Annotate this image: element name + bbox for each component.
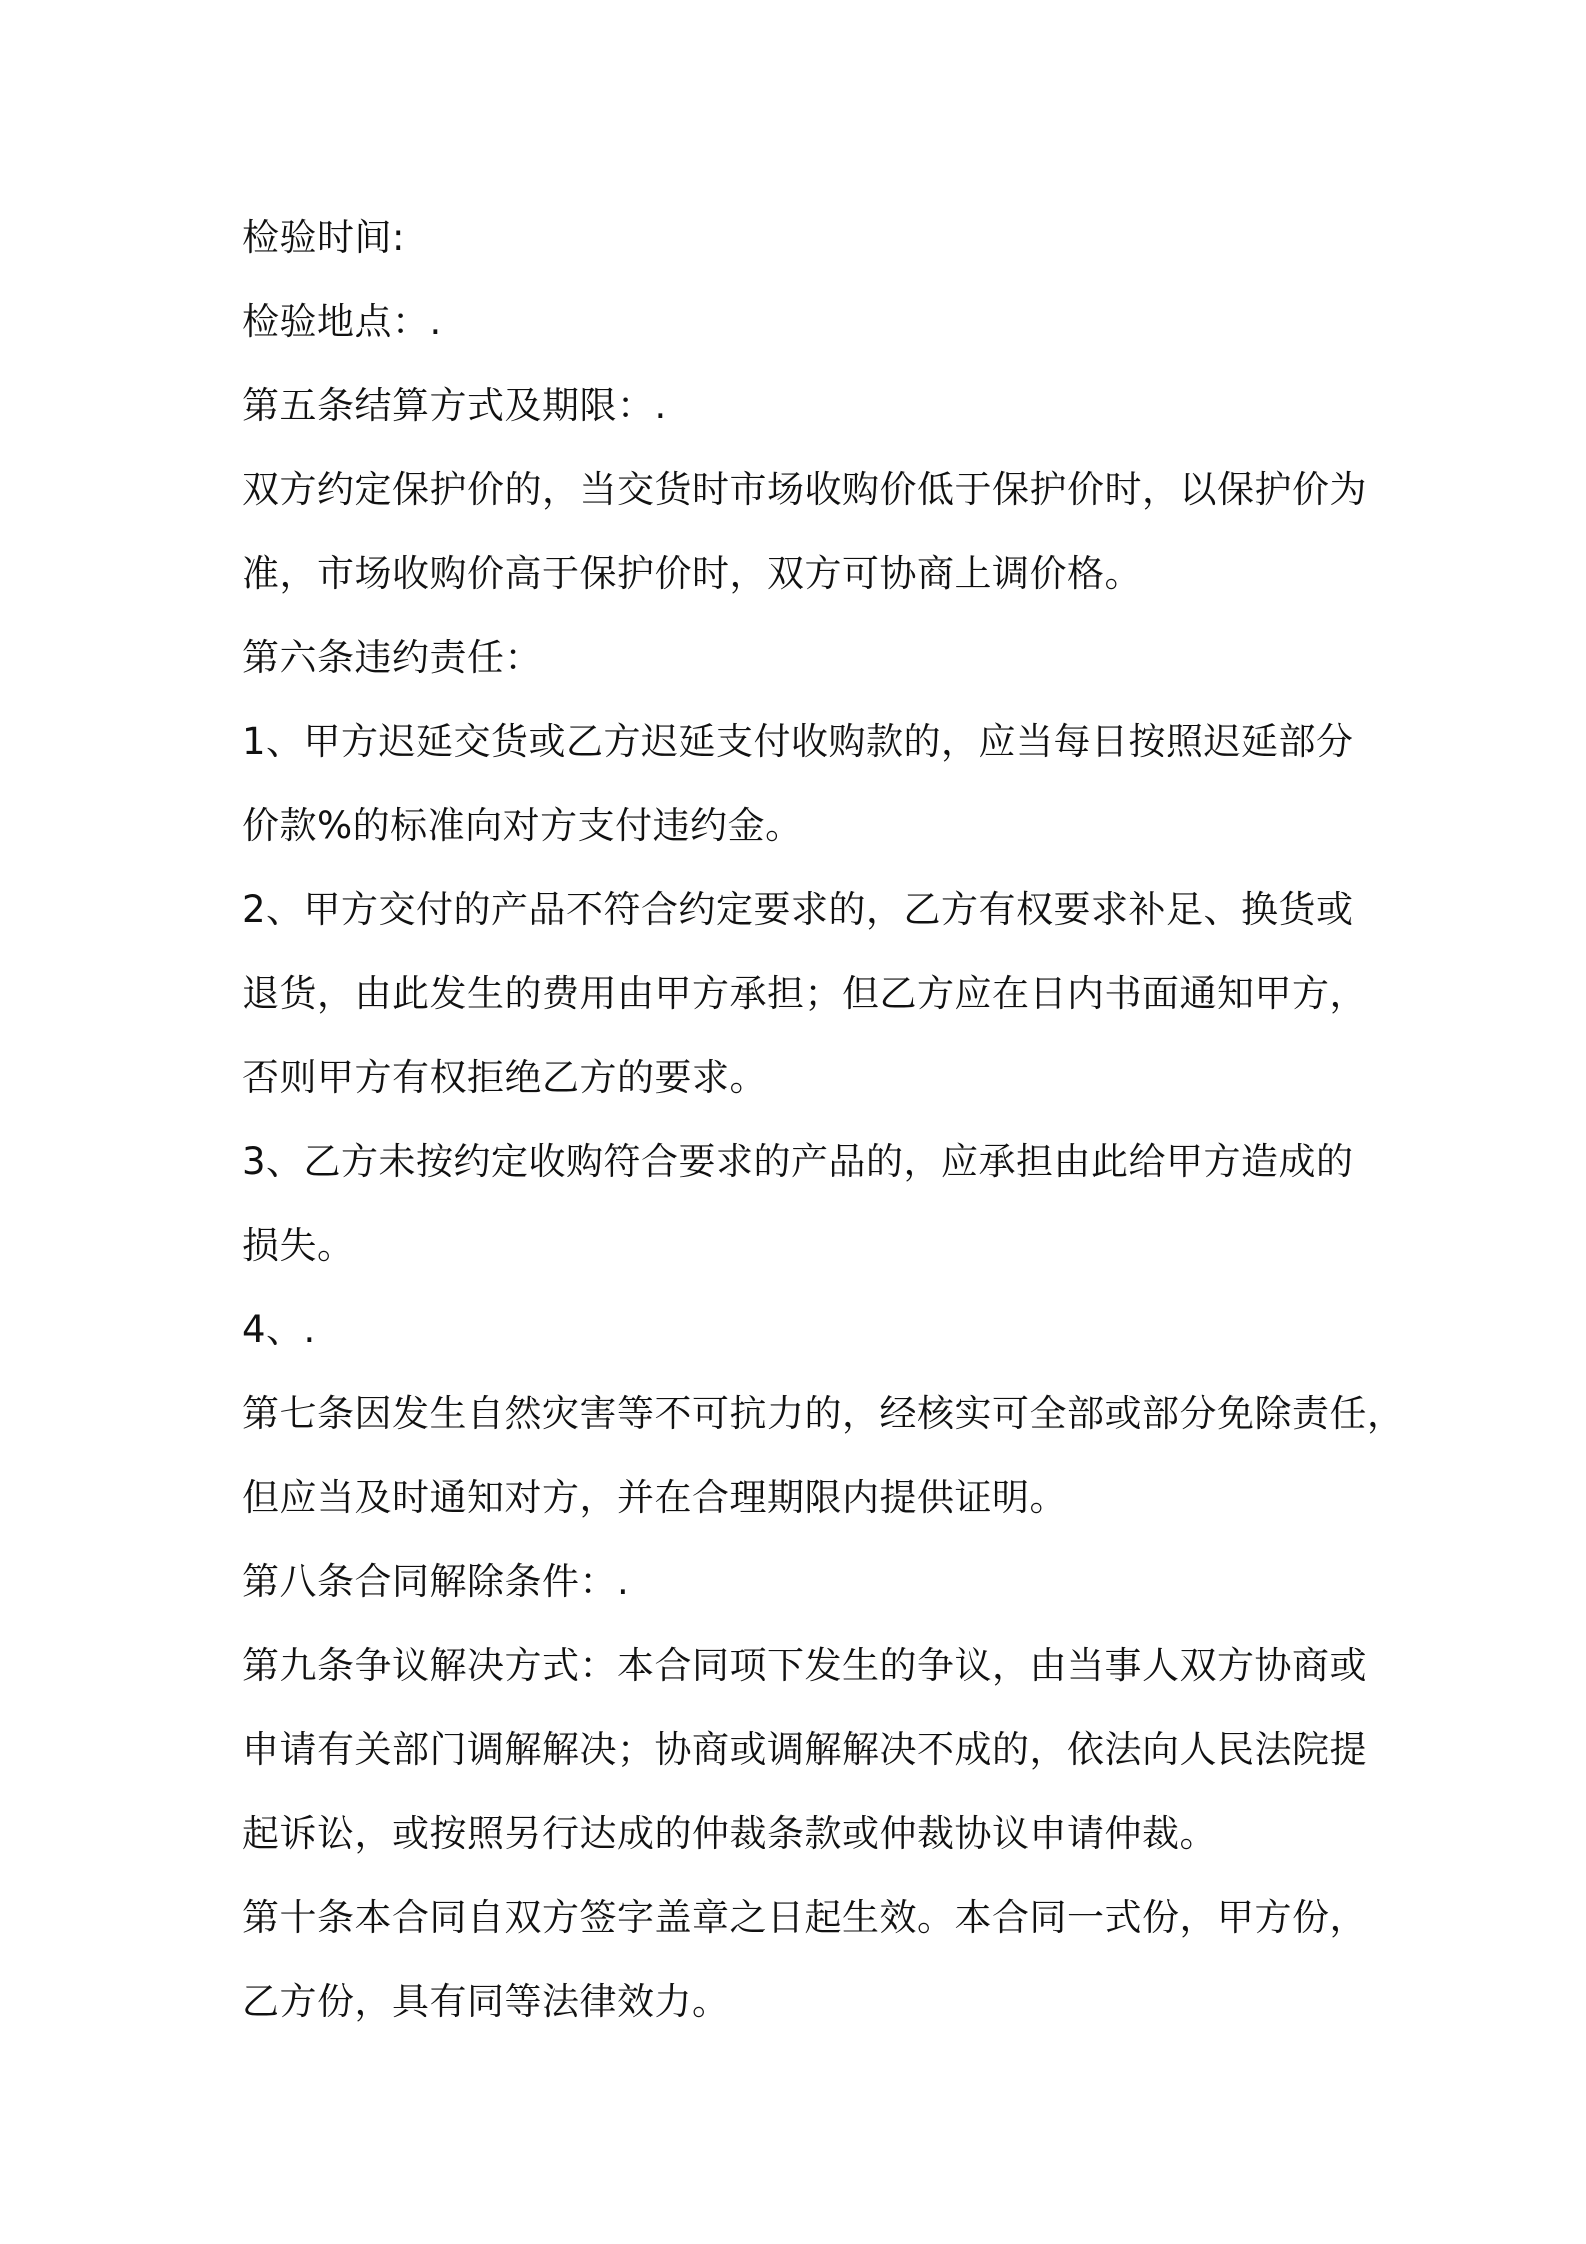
inspection-place-line: 检验地点：. [242, 300, 442, 343]
article-6-item-2-line-1: 2、甲方交付的产品不符合约定要求的，乙方有权要求补足、换货或 [242, 888, 1354, 931]
article-5-text-line-2: 准，市场收购价高于保护价时，双方可协商上调价格。 [242, 552, 1142, 595]
article-6-item-2-line-2: 退货，由此发生的费用由甲方承担；但乙方应在日内书面通知甲方， [242, 972, 1367, 1015]
article-6-item-3-line-1: 3、乙方未按约定收购符合要求的产品的，应承担由此给甲方造成的 [242, 1140, 1354, 1183]
contract-body [242, 196, 1405, 2044]
article-6-item-1-line-1: 1、甲方迟延交货或乙方迟延支付收购款的，应当每日按照迟延部分 [242, 720, 1354, 763]
article-7-line-1: 第七条因发生自然灾害等不可抗力的，经核实可全部或部分免除责任， [242, 1392, 1405, 1435]
article-5-text-line-1: 双方约定保护价的，当交货时市场收购价低于保护价时，以保护价为 [242, 468, 1367, 511]
article-6-item-3-line-2: 损失。 [242, 1224, 355, 1267]
article-9-line-2: 申请有关部门调解解决；协商或调解解决不成的，依法向人民法院提 [242, 1728, 1367, 1771]
article-10-line-2: 乙方份，具有同等法律效力。 [242, 1980, 730, 2023]
article-6-item-4: 4、. [242, 1308, 316, 1351]
article-6-item-2-line-3: 否则甲方有权拒绝乙方的要求。 [242, 1056, 767, 1099]
article-10-line-1: 第十条本合同自双方签字盖章之日起生效。本合同一式份，甲方份， [242, 1896, 1367, 1939]
article-6-heading: 第六条违约责任： [242, 636, 542, 679]
article-6-item-1-line-2: 价款%的标准向对方支付违约金。 [242, 804, 803, 847]
inspection-time-line: 检验时间: [242, 216, 405, 259]
article-8-heading: 第八条合同解除条件：. [242, 1560, 630, 1603]
article-9-line-3: 起诉讼，或按照另行达成的仲裁条款或仲裁协议申请仲裁。 [242, 1812, 1217, 1855]
article-5-heading: 第五条结算方式及期限：. [242, 384, 667, 427]
article-7-line-2: 但应当及时通知对方，并在合理期限内提供证明。 [242, 1476, 1067, 1519]
article-9-line-1: 第九条争议解决方式：本合同项下发生的争议，由当事人双方协商或 [242, 1644, 1367, 1687]
